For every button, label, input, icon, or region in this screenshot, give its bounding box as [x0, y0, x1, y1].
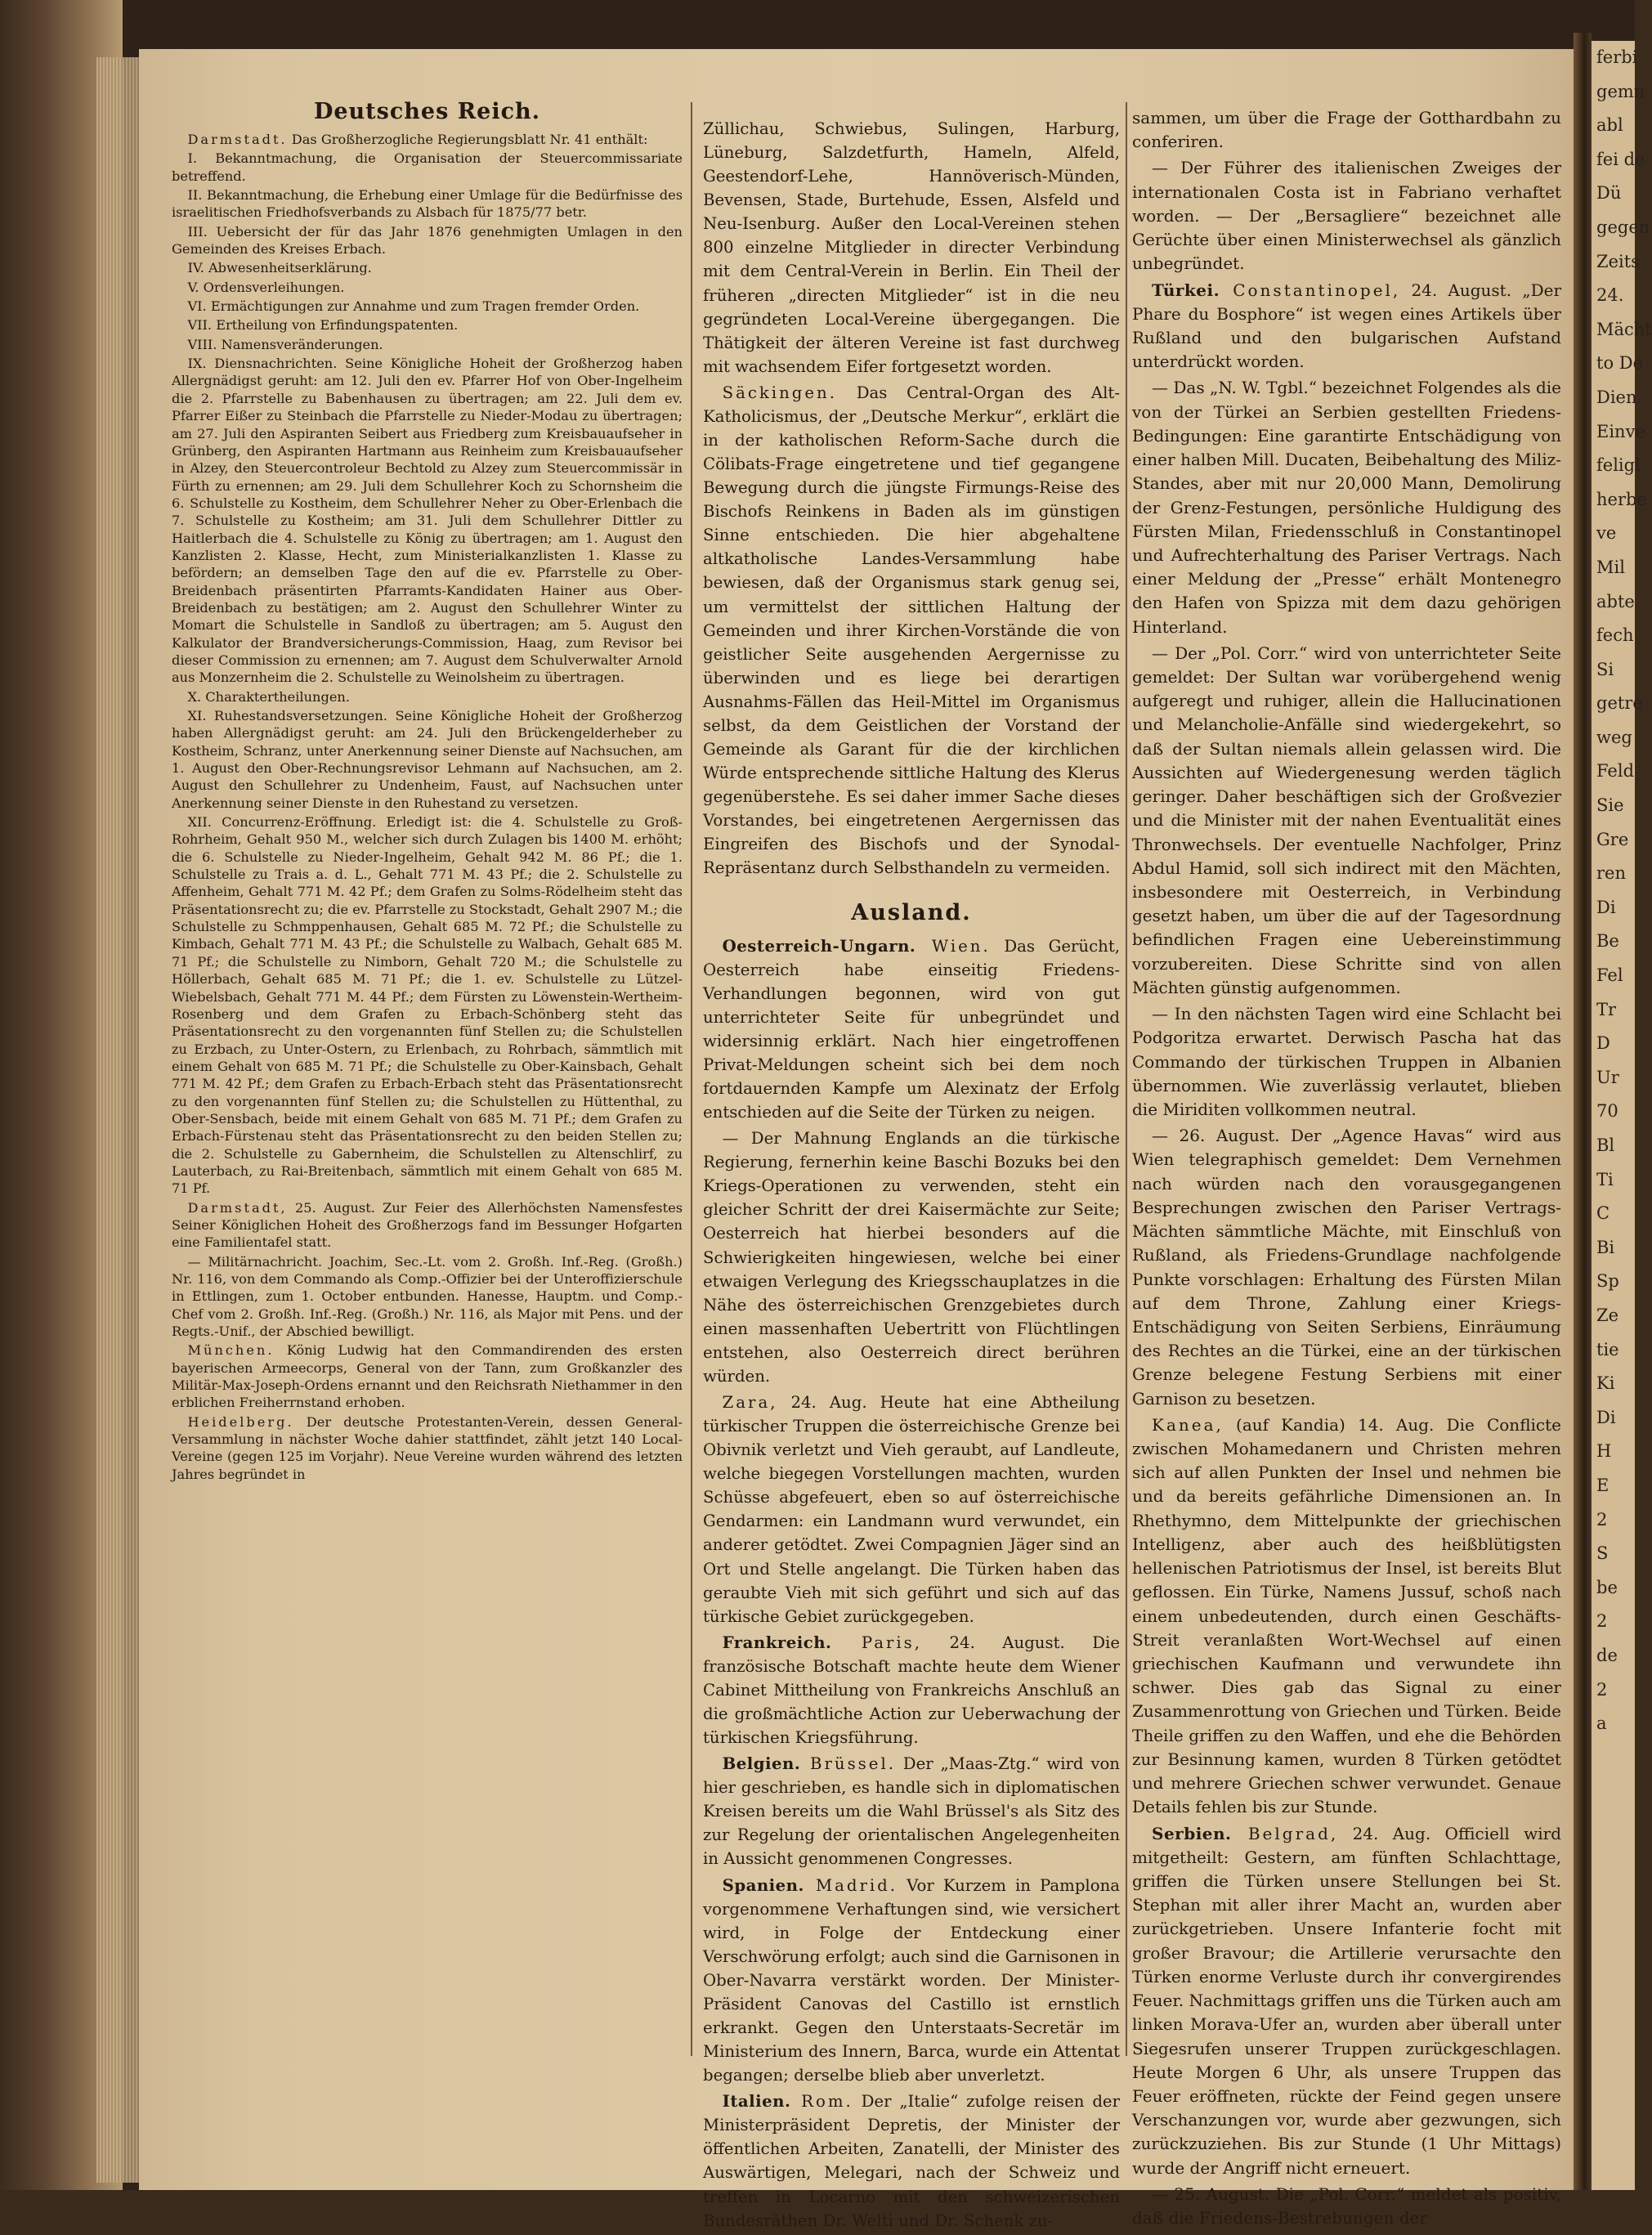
article-paragraph: [172, 355, 683, 687]
article-paragraph: [172, 186, 683, 222]
article-paragraph: [172, 1199, 683, 1252]
adjacent-page-text-fragment: S: [1596, 1543, 1609, 1564]
adjacent-page-text-fragment: ren: [1596, 863, 1626, 884]
column-rule: [691, 102, 692, 2056]
article-paragraph: [172, 1341, 683, 1411]
adjacent-page-text-fragment: fei de: [1596, 149, 1645, 169]
adjacent-page-text-fragment: to De: [1596, 353, 1644, 374]
adjacent-page-text-fragment: gegen: [1596, 217, 1650, 237]
column-rule: [1126, 102, 1127, 2056]
adjacent-page-text-fragment: Dien: [1596, 387, 1637, 407]
adjacent-page-text-fragment: Di: [1596, 1407, 1616, 1427]
dateline-place: Heidelberg.: [187, 1413, 294, 1430]
article-paragraph: [1132, 1002, 1561, 1122]
article-text: 25. August. Zur Feier des Allerhöchsten Namensfestes Seiner Königlichen Hoheit des Großherzogs fand im Bessunger Hofgarten eine Familientafel statt.: [172, 1199, 683, 1251]
article-text: XII. Concurrenz-Eröffnung. Erledigt ist: die 4. Schulstelle zu Groß-Rohrheim, Gehalt 950 M., welcher sich durch Zulagen bis 1400 M. erhöht; die 6. Schulstelle zu Nieder-Ingelheim, Gehalt 942 M. 86 Pf.; die 1. Schulstelle zu Trais a. d. L., Gehalt 771 M. 43 Pf.; die 2. Schulstelle zu Affenheim, Gehalt 771 M. 42 Pf.; dem Grafen zu Solms-Rödelheim steht das Präsentationsrecht zu; die ev. Pfarrstelle zu Stockstadt, Gehalt 2907 M.; die Schulstelle zu Schmppenhausen, Gehalt 685 M. 72 Pf.; die Schulstelle zu Kimbach, Gehalt 771 M. 43 Pf.; die Schulstelle zu Walbach, Gehalt 685 M. 71 Pf.; die Schulstelle zu Nimborn, Gehalt 720 M.; die Schulstelle zu Höllerbach, Gehalt 685 M. 71 Pf.; die 1. ev. Schulstelle zu Lützel-Wiebelsbach, Gehalt 771 M. 44 Pf.; dem Fürsten zu Löwenstein-Wertheim-Rosenberg und dem Grafen zu Erbach-Schönberg steht das Präsentationsrecht zu den vorgenannten fünf Stellen zu; die Schulstellen zu Erzbach, zu Unter-Ostern, zu Erlenbach, zu Rohrbach, sämmtlich mit einem Gehalt von 685 M. 71 Pf.; die Schulstelle zu Ober-Kainsbach, Gehalt 771 M. 42 Pf.; dem Grafen zu Erbach-Erbach steht das Präsentationsrecht zu den vorgenannten fünf Stellen zu; die Schulstellen zu Hüttenthal, zu Ober-Sensbach, beide mit einem Gehalt von 685 M. 71 Pf.; dem Grafen zu Erbach-Fürstenau steht das Präsentationsrecht zu den beiden Stellen zu; die 2. Schulstelle zu Gabernheim, die Schulstellen zu Altenschlirf, zu Lauterbach, zu Rai-Breitenbach, sämmtlich mit einem Gehalt von 685 M. 71 Pf.: [172, 814, 683, 1197]
adjacent-page-text-fragment: 70: [1596, 1101, 1618, 1122]
article-paragraph: [172, 298, 683, 315]
section-heading-deutsches-reich: Deutsches Reich.: [313, 99, 541, 124]
adjacent-page-text-fragment: C: [1596, 1203, 1610, 1224]
adjacent-page-text-fragment: herbe: [1596, 489, 1647, 509]
adjacent-page-text-fragment: Di: [1596, 897, 1616, 917]
article-paragraph: [703, 381, 1120, 880]
dateline-place: Belgrad,: [1231, 1823, 1339, 1843]
section-heading-ausland: Ausland.: [851, 899, 972, 925]
adjacent-page-text-fragment: Sie: [1596, 795, 1624, 816]
adjacent-page-text-fragment: ve: [1596, 523, 1617, 544]
adjacent-page-text-fragment: E: [1596, 1475, 1609, 1495]
article-paragraph: [1132, 376, 1561, 638]
article-text: sammen, um über die Frage der Gotthardbahn zu conferiren.: [1132, 108, 1561, 152]
article-text: IX. Diensnachrichten. Seine Königliche Hoheit der Großherzog haben Allergnädigst geruht: am 12. Juli den ev. Pfarrer Hof von Ober-Ingelheim die 2. Pfarrstelle zu Babenhausen zu übertragen; am 22. Juli dem ev. Pfarrer Eißer zu Steinbach die Pfarrstelle zu Nieder-Modau zu übertragen; am 27. Juli den Aspiranten Seibert aus Friedberg zum Kreisbauaufseher in Grünberg, den Aspiranten Hartmann aus Reinheim zum Kreisbauaufseher in Alzey, den Steuercontroleur Bechtold zu Alzey zum Steuercommissär in Fürth zu ernennen; am 29. Juli dem Schullehrer Koch zu Schornsheim die 6. Schulstelle zu Kostheim, dem Schullehrer Neher zu Ober-Erlenbach die 7. Schulstelle zu Kostheim; am 31. Juli dem Schullehrer Dittler zu Haitlerbach die 4. Schulstelle zu König zu übertragen; am 1. August den Kanzlisten 2. Klasse, Hecht, zum Ministerialkanzlisten 1. Klasse zu befördern; an demselben Tage den auf die ev. Pfarrstelle zu Ober-Breidenbach präsentirten Pfarramts-Kandidaten Hainer aus Ober-Breidenbach zu bestätigen; am 2. August den Schullehrer Winter zu Momart die Schulstelle in Sandloß zu übertragen; am 5. August den Kalkulator der Brandversicherungs-Commission, Haag, zum Revisor bei dieser Commission zu ernennen; am 7. August dem Schulverwalter Arnold aus Monzernheim die 2. Schulstelle zu Weinolsheim zu übertragen.: [172, 356, 683, 686]
book-gutter: [1574, 33, 1592, 2190]
dateline-place: Rom.: [790, 2092, 853, 2112]
article-paragraph: [1132, 642, 1561, 1000]
article-paragraph: [172, 707, 683, 812]
article-paragraph: [703, 1391, 1120, 1628]
article-paragraph: [703, 1752, 1120, 1870]
adjacent-page-text-fragment: Feld: [1596, 761, 1635, 782]
article-text: — In den nächsten Tagen wird eine Schlacht bei Podgoritza erwartet. Derwisch Pascha hat das Commando der türkischen Truppen in Albanien übernommen. Wie zuverlässig verlautet, blieben die Miriditen vollkommen neutral.: [1132, 1004, 1561, 1119]
adjacent-page-text-fragment: Bi: [1596, 1237, 1615, 1257]
adjacent-page-fragment: [1592, 41, 1652, 2190]
article-text: — 25. August. Die „Pol. Corr.“ meldet als positiv, daß die Friedens-Bestrebungen der: [1132, 2183, 1561, 2228]
dateline-place: Säckingen.: [722, 383, 837, 402]
dateline-place: Kanea,: [1152, 1414, 1224, 1435]
dateline-place: München.: [187, 1342, 275, 1359]
article-text: VIII. Namensveränderungen.: [187, 336, 383, 352]
article-paragraph: [1132, 156, 1561, 275]
article-paragraph: [172, 259, 683, 276]
article-text: VII. Ertheilung von Erfindungspatenten.: [187, 317, 459, 334]
adjacent-page-text-fragment: Ki: [1596, 1373, 1615, 1394]
article-text: — Der Mahnung Englands an die türkische Regierung, fernerhin keine Baschi Bozuks bei den Kriegs-Operationen zu verwenden, steht ein gleicher Schritt der drei Kaisermächte zur Seite; Oesterreich hat hierbei besonders auf die Schwierigkeiten hingewiesen, welche bei einer etwaigen Verlegung des Kriegsschauplatzes in die Nähe des österreichischen Grenzgebietes durch einen massenhaften Uebertritt von Flüchtlingen entstehen, also Oesterreich direct berühren würden.: [703, 1129, 1120, 1386]
article-paragraph: [172, 279, 683, 296]
adjacent-page-text-fragment: Tr: [1596, 999, 1617, 1019]
article-text: III. Uebersicht der für das Jahr 1876 genehmigten Umlagen in den Gemeinden des Kreises Erbach.: [172, 223, 683, 258]
adjacent-page-text-fragment: getre: [1596, 693, 1643, 714]
adjacent-page-text-fragment: Mil: [1596, 557, 1625, 577]
article-paragraph: [172, 1413, 683, 1483]
dateline-place: Zara,: [722, 1392, 778, 1412]
dateline-place: Madrid.: [804, 1875, 898, 1895]
dateline-place: Darmstadt,: [187, 1199, 288, 1216]
dateline-place: Paris,: [831, 1633, 923, 1652]
adjacent-page-text-fragment: Einve: [1596, 421, 1645, 441]
adjacent-page-text-fragment: D: [1596, 1033, 1610, 1054]
article-text: IV. Abwesenheitserklärung.: [187, 260, 372, 276]
article-text: I. Bekanntmachung, die Organisation der Steuercommissariate betreffend.: [172, 150, 683, 184]
adjacent-page-text-fragment: weg: [1596, 727, 1632, 747]
article-text: — 26. August. Der „Agence Havas“ wird aus Wien telegraphisch gemeldet: Dem Vernehmen nach würden nach den vorausgegangenen Besprechungen zwischen den Pariser Vertrags-Mächten sämmtliche Mächte, mit Einschluß von Rußland, als Friedens-Grundlage nachfolgende Punkte vorschlagen: Erhaltung des Fürsten Milan auf dem Throne, Zahlung einer Kriegs-Entschädigung von Seiten Serbiens, Einräumung des Rechtes an die Türkei, eine an der türkischen Grenze belegene Festung Serbiens mit einer Garnison zu besetzen.: [1132, 1126, 1561, 1409]
left-column-articles: [172, 131, 683, 1483]
country-heading: Frankreich.: [722, 1633, 832, 1652]
article-text: Das Großherzogliche Regierungsblatt Nr. 41 enthält:: [287, 132, 648, 147]
article-text: (auf Kandia) 14. Aug. Die Conflicte zwischen Mohamedanern und Christen mehren sich auf allen Punkten der Insel und nehmen bie und da bereits gefährliche Dimensionen an. In Rhethymno, dem Mittelpunkte der griechischen Intelligenz, aber auch des heißblütigsten hellenischen Patriotismus der Insel, ist bereits Blut geflossen. Ein Türke, Namens Jussuf, schoß nach einem unbedeutenden, durch einen Geschäfts-Streit veranlaßten Wort-Wechsel auf einen griechischen Kaufmann und verwundete ihn schwer. Dies gab das Signal zu einer Zusammenrottung von Griechen und Türken. Beide Theile griffen zu den Waffen, und ehe die Behörden zur Besinnung kamen, wurden 8 Türken getödtet und mehrere Griechen schwer verwundet. Genaue Details fehlen bis zur Stunde.: [1132, 1414, 1561, 1817]
right-column: [1132, 106, 1561, 2233]
article-text: Der „Maas-Ztg.“ wird von hier geschrieben, es handle sich in diplomatischen Kreisen bereits um die Wahl Brüssel's als Sitz des zur Regelung der orientalischen Angelegenheiten in Aussicht genommenen Congresses.: [703, 1754, 1120, 1869]
article-text: Das Gerücht, Oesterreich habe einseitig Friedens-Verhandlungen begonnen, wird von gut unterrichteter Seite für unbegründet und widersinnig erklärt. Nach hier eingetroffenen Privat-Meldungen scheint sich bei dem noch fortdauernden Kampfe um Alexinatz der Erfolg entschieden auf die Seite der Türken zu neigen.: [703, 936, 1120, 1122]
article-paragraph: [172, 223, 683, 258]
adjacent-page-text-fragment: H: [1596, 1441, 1612, 1462]
article-paragraph: [703, 2089, 1120, 2232]
article-text: 24. August. Die französische Botschaft machte heute dem Wiener Cabinet Mittheilung von Frankreichs Anschluß an die großmächtliche Action zur Ueberwachung der türkischen Kriegsführung.: [703, 1633, 1120, 1748]
article-paragraph: [1132, 1822, 1561, 2180]
article-text: 24. August. „Der Phare du Bosphore“ ist wegen eines Artikels über Rußland und den bulgarischen Aufstand unterdrückt worden.: [1132, 280, 1562, 372]
adjacent-page-text-fragment: Ur: [1596, 1067, 1619, 1087]
adjacent-page-text-fragment: Sp: [1596, 1271, 1619, 1292]
country-heading: Serbien.: [1152, 1823, 1232, 1843]
adjacent-page-text-fragment: Zeits: [1596, 251, 1640, 271]
country-heading: Spanien.: [722, 1875, 804, 1895]
adjacent-page-text-fragment: Dü: [1596, 183, 1622, 204]
country-heading: Belgien.: [722, 1754, 801, 1774]
dateline-place: Darmstadt.: [187, 132, 288, 147]
adjacent-page-text-fragment: Fel: [1596, 965, 1623, 986]
adjacent-page-text-fragment: be: [1596, 1577, 1618, 1597]
article-text: II. Bekanntmachung, die Erhebung einer Umlage für die Bedürfnisse des israelitischen Friedhofsverbands zu Alsbach für 1875/77 betr.: [172, 187, 683, 221]
article-text: V. Ordensverleihungen.: [187, 279, 345, 295]
article-text: VI. Ermächtigungen zur Annahme und zum Tragen fremder Orden.: [187, 298, 640, 315]
article-paragraph: [172, 336, 683, 353]
article-text: Der „Italie“ zufolge reisen der Ministerpräsident Depretis, der Minister der öffentlichen Arbeiten, Zanatelli, der Minister des Auswärtigen, Melegari, nach der Schweiz und treffen in Locarno mit den schweizerischen Bundesräthen Dr. Welti und Dr. Schenk zu-: [703, 2092, 1120, 2230]
adjacent-page-text-fragment: Be: [1596, 931, 1619, 952]
article-text: X. Charaktertheilungen.: [187, 688, 350, 705]
country-heading: Oesterreich-Ungarn.: [722, 936, 916, 956]
middle-column: [703, 117, 1120, 2235]
article-text: 24. Aug. Heute hat eine Abtheilung türkischer Truppen die österreichische Grenze bei Obivnik verletzt und Vieh geraubt, auf Landleute, welche biegegen Vorstellungen machten, wurden Schüsse abgefeuert, eben so auf österreichische Gendarmen: ein Landmann wurd verwundet, ein anderer getödtet. Zwei Compagnien Jäger sind an Ort und Stelle angelangt. Die Türken haben das geraubte Vieh mit sich geführt und sich auf das türkische Gebiet zurückgegeben.: [703, 1392, 1120, 1626]
adjacent-page-text-fragment: Mächt: [1596, 319, 1652, 339]
adjacent-page-text-fragment: Si: [1596, 659, 1614, 679]
article-paragraph: [172, 813, 683, 1198]
adjacent-page-text-fragment: tie: [1596, 1339, 1619, 1359]
adjacent-page-text-fragment: de: [1596, 1645, 1618, 1665]
article-paragraph: [172, 131, 683, 148]
article-paragraph: [1132, 106, 1561, 154]
middle-column-articles-top: [703, 117, 1120, 880]
article-paragraph: [172, 688, 683, 705]
article-paragraph: [172, 150, 683, 185]
article-paragraph: [703, 1874, 1120, 2088]
article-text: — Das „N. W. Tgbl.“ bezeichnet Folgendes als die von der Türkei an Serbien gestellten Friedens-Bedingungen: Eine garantirte Entschädigung von einer halben Mill. Ducaten, Beibehaltung des Miliz-Standes, aber mit nur 20,000 Mann, Demolirung der Grenz-Festungen, persönliche Huldigung des Fürsten Milan, Friedensschluß in Constantinopel und Aufrechterhaltung des Pariser Vertrags. Nach einer Meldung der „Presse“ erhält Montenegro den Hafen von Spizza mit dem dazu gehörigen Hinterland.: [1132, 378, 1561, 637]
adjacent-page-text-fragment: feligl: [1596, 455, 1641, 476]
adjacent-page-text-fragment: a: [1596, 1713, 1607, 1734]
article-paragraph: [1132, 1413, 1561, 1820]
adjacent-page-text-fragment: Ti: [1596, 1169, 1614, 1189]
article-paragraph: [703, 1126, 1120, 1388]
article-text: — Der Führer des italienischen Zweiges der internationalen Costa ist in Fabriano verhaftet worden. — Der „Bersagliere“ bezeichnet alle Gerüchte über einen Ministerwechsel als gänzlich unbegründet.: [1132, 158, 1561, 274]
article-text: König Ludwig hat den Commandirenden des ersten bayerischen Armeecorps, General von der Tann, zum Großkanzler des Militär-Max-Joseph-Ordens ernannt und den Reichsrath Niethammer in den erblichen Freiherrnstand erhoben.: [172, 1342, 683, 1411]
adjacent-page-text-fragment: abte: [1596, 591, 1635, 611]
article-paragraph: [1132, 2183, 1561, 2230]
adjacent-page-text-fragment: 2: [1596, 1679, 1608, 1700]
article-text: Das Central-Organ des Alt-Katholicismus, der „Deutsche Merkur“, erklärt die in der katholischen Reform-Sache durch die Cölibats-Frage eingetretene und tief gegangene Bewegung durch die jüngste Firmungs-Reise des Bischofs Reinkens in Baden als im günstigen Sinne entschieden. Die hier abgehaltene altkatholische Landes-Versammlung habe bewiesen, daß der Organismus stark genug sei, um vermittelst der sittlichen Haltung der Gemeinden und ihrer Kirchen-Vorstände die von geistlicher Seite ausgehenden Aergernisse zu überwinden und es liege bei derartigen Ausnahms-Fällen das Heil-Mittel im Organismus selbst, da dem Geistlichen der Vorstand der Gemeinde als Garant für die der kirchlichen Würde entsprechende sittliche Haltung des Klerus gegenüberstehe. Es sei daher immer Sache dieses Vorstandes, bei eingetretenen Aergernissen das Eingreifen des Bischofs und der Synodal-Repräsentanz durch Selbsthandeln zu vermeiden.: [703, 383, 1120, 878]
right-column-articles: [1132, 106, 1561, 2230]
adjacent-page-text-fragment: Ze: [1596, 1305, 1619, 1325]
article-paragraph: [172, 1253, 683, 1341]
adjacent-page-text-fragment: gemn: [1596, 81, 1645, 101]
article-paragraph: [1132, 279, 1561, 374]
adjacent-page-text-fragment: 24.: [1596, 285, 1624, 306]
adjacent-page-text-fragment: ferbi: [1596, 47, 1638, 67]
article-paragraph: [703, 117, 1120, 378]
article-text: XI. Ruhestandsversetzungen. Seine Königliche Hoheit der Großherzog haben Allergnädigst geruht: am 24. Juli den Brückengelderheber zu Kostheim, Schranz, unter Anerkennung seiner Dienste auf Nachsuchen, am 1. August den Ober-Rechnungsrevisor Lehmann auf Nachsuchen, am 2. August den Schullehrer zu Undenheim, Faust, auf Nachsuchen unter Anerkennung seiner Dienste in den Ruhestand zu versetzen.: [172, 708, 683, 811]
article-text: — Der „Pol. Corr.“ wird von unterrichteter Seite gemeldet: Der Sultan war vorübergehend wenig aufgeregt und ruhiger, allein die Hallucinationen und Melancholie-Anfälle sind wiedergekehrt, so daß der Sultan niemals allein gelassen wird. Die Aussichten auf Wiedergenesung werden täglich geringer. Daher beschäftigen sich der Großvezier und die Minister mit der nahen Eventualität eines Thronwechsels. Der eventuelle Nachfolger, Prinz Abdul Hamid, soll sich indirect mit den Mächten, insbesondere mit Oesterreich, in Verbindung gesetzt haben, um über die auf der Tagesordnung befindlichen Fragen eine Uebereinstimmung vorzubereiten. Diese Schritte sind von allen Mächten günstig aufgenommen.: [1132, 643, 1561, 997]
adjacent-page-text-fragment: fech: [1596, 625, 1634, 646]
dateline-place: Wien.: [916, 936, 991, 956]
article-text: — Militärnachricht. Joachim, Sec.-Lt. vom 2. Großh. Inf.-Reg. (Großh.) Nr. 116, von dem Commando als Comp.-Offizier bei der Unteroffizierschule in Ettlingen, zum 1. October entbunden. Hanesse, Hauptm. und Comp.-Chef vom 2. Großh. Inf.-Reg. (Großh.) Nr. 116, als Major mit Pens. und der Regts.-Unif., der Abschied bewilligt.: [172, 1253, 683, 1340]
article-paragraph: [1132, 1124, 1561, 1411]
country-heading: Italien.: [722, 2092, 791, 2112]
adjacent-page-text-fragment: Gre: [1596, 829, 1629, 849]
article-text: Der deutsche Protestanten-Verein, dessen General-Versammlung in nächster Woche dahier stattfindet, zählt jetzt 140 Local-Vereine (gegen 125 im Vorjahr). Neue Vereine wurden während des letzten Jahres begründet in: [172, 1413, 683, 1482]
article-text: Züllichau, Schwiebus, Sulingen, Harburg, Lüneburg, Salzdetfurth, Hameln, Alfeld, Geestendorf-Lehe, Hannöverisch-Münden, Bevensen, Stade, Burtehude, Essen, Alsfeld und Neu-Isenburg. Außer den Local-Vereinen stehen 800 einzelne Mitglieder in directer Verbindung mit dem Central-Verein in Berlin. Ein Theil der früheren „directen Mitglieder“ ist in die neu gegründeten Local-Vereine übergegangen. Die Thätigkeit der älteren Vereine ist fast durchweg mit wachsendem Eifer fortgesetzt worden.: [703, 119, 1120, 376]
article-text: Vor Kurzem in Pamplona vorgenommene Verhaftungen sind, wie versichert wird, in Folge der Entdeckung einer Verschwörung erfolgt; auch sind die Garnisonen in Ober-Navarra verstärkt worden. Der Minister-Präsident Canovas del Castillo ist ernstlich erkrankt. Gegen den Unterstaats-Secretär im Ministerium des Innern, Barca, wurde ein Attentat begangen; derselbe blieb aber unverletzt.: [703, 1875, 1120, 2085]
adjacent-page-text-fragment: abl: [1596, 115, 1623, 136]
article-text: 24. Aug. Officiell wird mitgetheilt: Gestern, am fünften Schlachttage, griffen die Türken unsere Stellungen bei St. Stephan mit aller ihrer Macht an, wurden aber zurückgetrieben. Unsere Infanterie focht mit großer Bravour; die Artillerie verursachte den Türken enorme Verluste durch ihr convergirendes Feuer. Nachmittags griffen uns die Türken auch am linken Morava-Ufer an, wurden aber überall unter Siegesrufen unserer Truppen zurückgeschlagen. Heute Morgen 6 Uhr, als unsere Truppen das Feuer eröffneten, rückte der Feind gegen unsere Verschanzungen vor, wurde aber gezwungen, sich zurückzuziehen. Bis zur Stunde (1 Uhr Mittags) wurde der Angriff nicht erneuert.: [1132, 1823, 1561, 2178]
article-paragraph: [703, 1631, 1120, 1749]
adjacent-page-text-fragment: 2: [1596, 1611, 1608, 1632]
adjacent-page-text-fragment: Bl: [1596, 1135, 1615, 1155]
page-edges: [96, 57, 146, 2183]
article-paragraph: [703, 934, 1120, 1125]
country-heading: Türkei.: [1152, 280, 1220, 300]
middle-column-articles-bottom: [703, 934, 1120, 2233]
dateline-place: Constantinopel,: [1220, 280, 1401, 300]
dateline-place: Brüssel.: [800, 1754, 896, 1774]
left-column: [172, 98, 683, 1485]
adjacent-page-text-fragment: 2: [1596, 1509, 1608, 1530]
article-paragraph: [172, 316, 683, 334]
